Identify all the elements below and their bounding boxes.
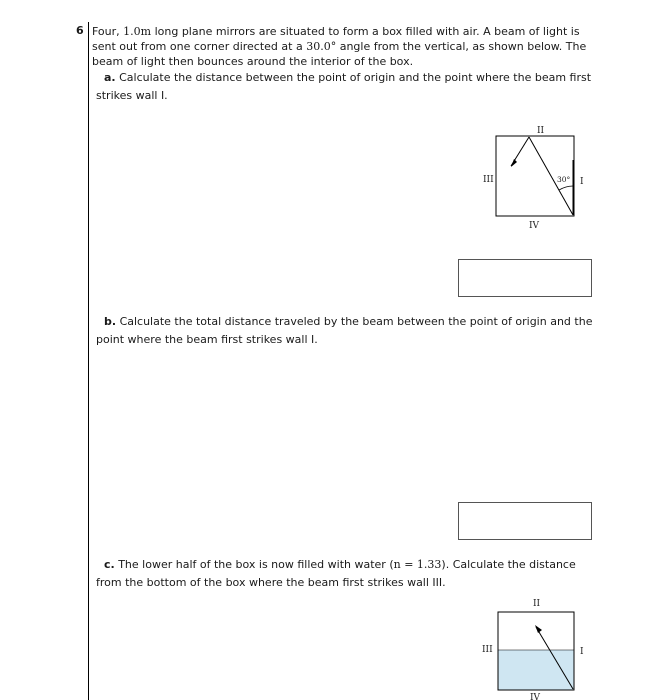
wall-i-label: I [580,177,584,187]
part-a-label: a. [104,71,116,84]
angle-arc [559,186,573,190]
wall-iii-label: III [483,175,494,185]
intro-line-1: Four, 1.0m long plane mirrors are situated to form a box filled with air. A beam of light is [92,25,580,38]
part-b-label: b. [104,315,117,328]
part-c-text: c. The lower half of the box is now filled with water (n = 1.33). Calculate the distance [104,558,576,571]
angle-label: 30° [557,175,571,184]
intro-line-3: beam of light then bounces around the interior of the box. [92,55,414,68]
margin-rule [88,22,89,700]
water-region [498,650,574,690]
part-b-text: b. Calculate the total distance traveled by the beam between the point of origin and the [104,315,593,328]
wall-i-label-2: I [580,647,584,657]
wall-iv-label: IV [529,221,540,231]
wall-iv-label-2: IV [530,693,541,700]
intro-line-2: sent out from one corner directed at a 30.0° angle from the vertical, as shown below. The [92,40,587,53]
part-a-text: a. Calculate the distance between the point of origin and the point where the beam first [104,71,592,84]
arrowhead-1 [511,159,517,167]
wall-ii-label-2: II [533,599,541,609]
answer-box-b[interactable] [458,502,592,540]
wall-ii-label: II [537,126,545,136]
diagram-2 [478,594,588,700]
diagram-1 [478,120,588,240]
part-c-line-2: from the bottom of the box where the beam first strikes wall III. [96,576,446,589]
question-number: 6 [76,24,84,37]
part-b-line-2: point where the beam first strikes wall I. [96,333,318,346]
part-a-line-2: strikes wall I. [96,89,168,102]
intro-text [92,24,612,69]
wall-iii-label-2: III [482,645,493,655]
answer-box-a[interactable] [458,259,592,297]
part-c-label: c. [104,558,115,571]
arrowhead-2 [535,625,542,633]
